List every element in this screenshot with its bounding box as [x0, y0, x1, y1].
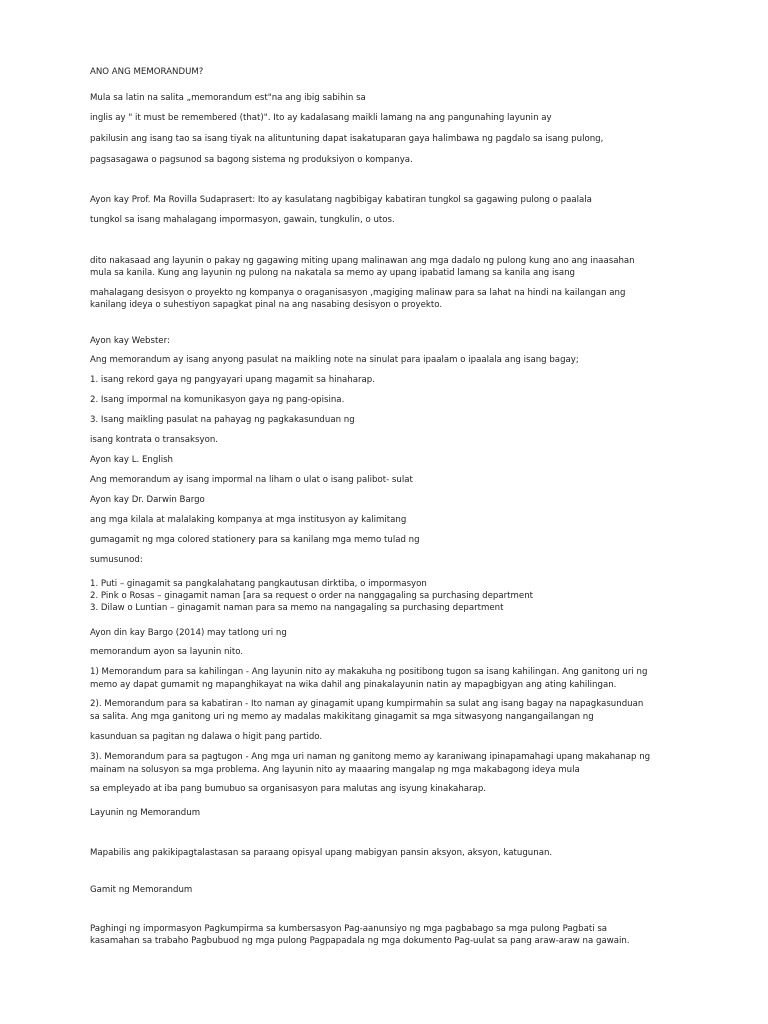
list-item: 1. isang rekord gaya ng pangyayari upang magamit sa hinaharap. — [90, 375, 375, 385]
text-line: pagsasagawa o pagsunod sa bagong sistema ng produksiyon o kompanya. — [90, 155, 413, 165]
section-heading: Ayon kay Webster: — [90, 336, 170, 346]
list-item: 3. Isang maikling pasulat na pahayag ng pagkakasunduan ng — [90, 415, 355, 425]
list-item: 2. Isang impormal na komunikasyon gaya ng pang-opisina. — [90, 395, 345, 405]
text-line: kasamahan sa trabaho Pagbubuod ng mga pulong Pagpapadala ng mga dokumento Pag-uulat sa pang araw-araw na gawain. — [90, 936, 630, 946]
text-line: kasunduan sa pagitan ng dalawa o higit pang partido. — [90, 732, 323, 742]
text-line: Ayon din kay Bargo (2014) may tatlong uri ng — [90, 628, 287, 638]
text-line: ang mga kilala at malalaking kompanya at mga institusyon ay kalimitang — [90, 515, 407, 525]
text-line: pakilusin ang isang tao sa isang tiyak na alituntuning dapat isakatuparan gaya halimbawa ng pagdalo sa isang pulong, — [90, 134, 604, 144]
text-line: isang kontrata o transaksyon. — [90, 435, 218, 445]
text-line: mainam na solusyon sa mga problema. Ang layunin nito ay maaaring mangalap ng mga makabagong ideya mula — [90, 765, 580, 775]
section-heading: Layunin ng Memorandum — [90, 808, 201, 818]
list-item: 1) Memorandum para sa kahilingan - Ang layunin nito ay makakuha ng positibong tugon sa isang kahilingan. Ang ganitong uri ng — [90, 667, 648, 677]
text-line: sa empleyado at iba pang bumubuo sa organisasyon para malutas ang isyung kinakaharap. — [90, 784, 487, 794]
text-line: Mula sa latin na salita „memorandum est"na ang ibig sabihin sa — [90, 93, 366, 103]
section-heading: Ayon kay L. English — [90, 455, 174, 465]
text-line: memo ay dapat gumamit ng mapanghikayat na wika dahil ang pinakalayunin natin ay mapagbigyan ang ating kahilingan. — [90, 680, 617, 690]
text-line: kanilang ideya o suhestiyon sapagkat pinal na ang nasabing desisyon o proyekto. — [90, 300, 443, 310]
text-line: Ang memorandum ay isang impormal na liham o ulat o isang palibot- sulat — [90, 475, 413, 485]
text-line: Paghingi ng impormasyon Pagkumpirma sa kumbersasyon Pag-aanunsiyo ng mga pagbabago sa mga pulong Pagbati sa — [90, 924, 608, 934]
text-line: tungkol sa isang mahalagang impormasyon, gawain, tungkulin, o utos. — [90, 215, 395, 225]
text-line: gumagamit ng mga colored stationery para sa kanilang mga memo tulad ng — [90, 535, 420, 545]
section-heading: Ayon kay Dr. Darwin Bargo — [90, 495, 205, 505]
text-line: inglis ay " it must be remembered (that)". Ito ay kadalasang maikli lamang na ang pangunahing layunin ay — [90, 113, 552, 123]
text-line: Mapabilis ang pakikipagtalastasan sa paraang opisyal upang mabigyan pansin aksyon, aksyon, katugunan. — [90, 848, 553, 858]
list-item: 2). Memorandum para sa kabatiran - Ito naman ay ginagamit upang kumpirmahin sa sulat ang isang bagay na napagkasunduan — [90, 699, 644, 709]
text-line: mahalagang desisyon o proyekto ng kompanya o oraganisasyon ,magiging malinaw para sa lahat na hindi na kailangan ang — [90, 288, 626, 298]
text-line: mula sa kanila. Kung ang layunin ng pulong na nakatala sa memo ay upang ipabatid lamang sa kanila ang isang — [90, 268, 575, 278]
list-item: 3). Memorandum para sa pagtugon - Ang mga uri naman ng ganitong memo ay karaniwang ipinapamahagi upang makahanap ng — [90, 752, 651, 762]
text-line: Ang memorandum ay isang anyong pasulat na maikling note na sinulat para ipaalam o ipaalala ang isang bagay; — [90, 355, 579, 365]
list-item: 3. Dilaw o Luntian – ginagamit naman para sa memo na nangagaling sa purchasing department — [90, 603, 504, 613]
list-item: 2. Pink o Rosas – ginagamit naman [ara sa request o order na nanggagaling sa purchasing department — [90, 591, 534, 601]
list-item: 1. Puti – ginagamit sa pangkalahatang pangkautusan dirktiba, o impormasyon — [90, 579, 427, 589]
text-line: dito nakasaad ang layunin o pakay ng gagawing miting upang malinawan ang mga dadalo ng pulong kung ano ang inaasahan — [90, 256, 635, 266]
text-line: Ayon kay Prof. Ma Rovilla Sudaprasert: Ito ay kasulatang nagbibigay kabatiran tungkol sa gagawing pulong o paalala — [90, 195, 592, 205]
text-line: sa salita. Ang mga ganitong uri ng memo ay madalas makikitang ginagamit sa mga sitwasyong nangangailangan ng — [90, 712, 594, 722]
section-heading: Gamit ng Memorandum — [90, 885, 193, 895]
text-line: sumusunod: — [90, 555, 143, 565]
text-line: memorandum ayon sa layunin nito. — [90, 647, 244, 657]
document-heading: ANO ANG MEMORANDUM? — [90, 67, 204, 77]
